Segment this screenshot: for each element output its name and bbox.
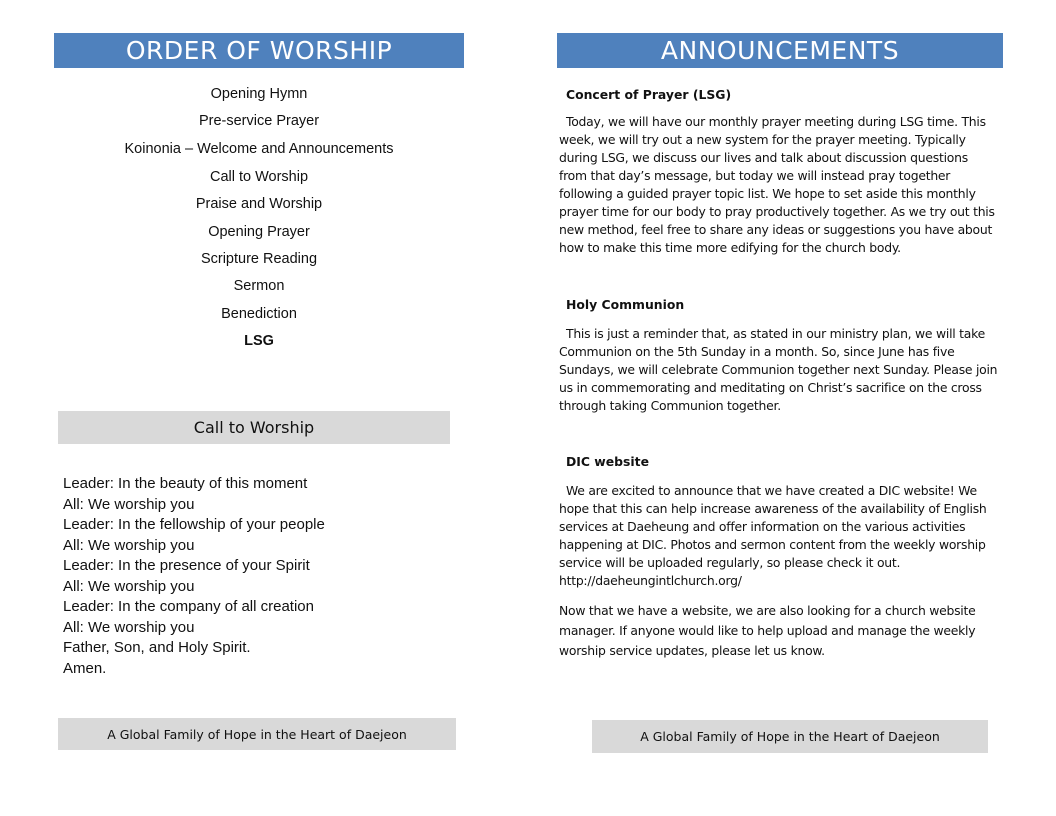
right-footer-motto-box	[592, 720, 988, 753]
announcement-text: Now that we have a website, we are also looking for a church website manager. If anyone would like to help upload and manage the weekly worship service updates, please let us know.	[559, 603, 976, 658]
announcement-body-dic-website	[559, 482, 999, 590]
footer-motto: A Global Family of Hope in the Heart of Daejeon	[640, 729, 940, 744]
order-of-worship-banner	[54, 33, 464, 68]
liturgy-line: Leader: In the company of all creation	[63, 598, 314, 615]
order-item: Opening Hymn	[210, 86, 308, 102]
website-link[interactable]: http://daeheungintlchurch.org/	[559, 573, 742, 588]
order-item: Koinonia – Welcome and Announcements	[124, 141, 394, 158]
announcement-heading: DIC website	[566, 454, 649, 469]
announcement-text: We are excited to announce that we have created a DIC website! We hope that this can help increase awareness of the availability of English services at Daeheung and offer information on the various activities happening at DIC. Photos and sermon content from the weekly worship service will be uploaded regularly, so please check it out.	[559, 483, 987, 570]
liturgy-line: Amen.	[63, 659, 107, 677]
order-item: Opening Prayer	[208, 223, 310, 240]
announcement-body-concert-of-prayer	[559, 113, 999, 257]
liturgy-line: All: We worship you	[63, 618, 195, 636]
order-item-lsg: LSG	[244, 333, 274, 350]
order-of-worship-title: ORDER OF WORSHIP	[125, 36, 393, 65]
call-to-worship-liturgy	[63, 474, 325, 679]
liturgy-line: All: We worship you	[63, 495, 195, 513]
announcement-body-website-manager	[559, 601, 999, 661]
announcement-heading: Holy Communion	[566, 297, 685, 312]
order-of-worship-list	[54, 84, 464, 359]
announcements-title: ANNOUNCEMENTS	[660, 36, 900, 65]
liturgy-line: Leader: In the presence of your Spirit	[63, 557, 310, 574]
order-item: Pre-service Prayer	[198, 113, 320, 130]
call-to-worship-heading: Call to Worship	[193, 418, 315, 437]
order-item: Call to Worship	[209, 168, 309, 185]
liturgy-line: All: We worship you	[63, 577, 195, 595]
announcement-title-holy-communion	[559, 297, 999, 312]
liturgy-line: All: We worship you	[63, 536, 195, 554]
order-item: Scripture Reading	[200, 250, 318, 267]
order-item: Sermon	[233, 278, 285, 295]
announcement-text: This is just a reminder that, as stated in our ministry plan, we will take Communion on the 5th Sunday in a month. So, since June has five Sundays, we will celebrate Communion together next Sunday. Please join us in commemorating and meditating on Christ’s sacrifice on the cross through taking Communion together.	[559, 326, 998, 413]
announcement-text: Today, we will have our monthly prayer meeting during LSG time. This week, we will try out a new system for the prayer meeting. Typically during LSG, we discuss our lives and talk about discussion questions from that day’s message, but today we will instead pray together following a guided prayer topic list. We hope to set aside this monthly prayer time for our body to pray productively together. As we try out this new method, feel free to share any ideas or suggestions you have about how to make this time more edifying for the church body.	[559, 114, 995, 255]
liturgy-line: Leader: In the beauty of this moment	[63, 475, 308, 492]
order-item: Benediction	[221, 305, 297, 322]
liturgy-line: Father, Son, and Holy Spirit.	[63, 639, 251, 656]
announcement-title-dic-website	[559, 454, 999, 469]
footer-motto: A Global Family of Hope in the Heart of Daejeon	[107, 726, 407, 742]
announcement-title-concert-of-prayer	[559, 87, 999, 102]
order-item: Praise and Worship	[195, 196, 323, 213]
left-footer-motto-box	[58, 718, 456, 750]
liturgy-line: Leader: In the fellowship of your people	[63, 516, 325, 533]
announcement-heading: Concert of Prayer (LSG)	[566, 87, 732, 102]
announcements-banner	[557, 33, 1003, 68]
announcement-body-holy-communion	[559, 325, 999, 415]
call-to-worship-heading-box	[58, 411, 450, 444]
